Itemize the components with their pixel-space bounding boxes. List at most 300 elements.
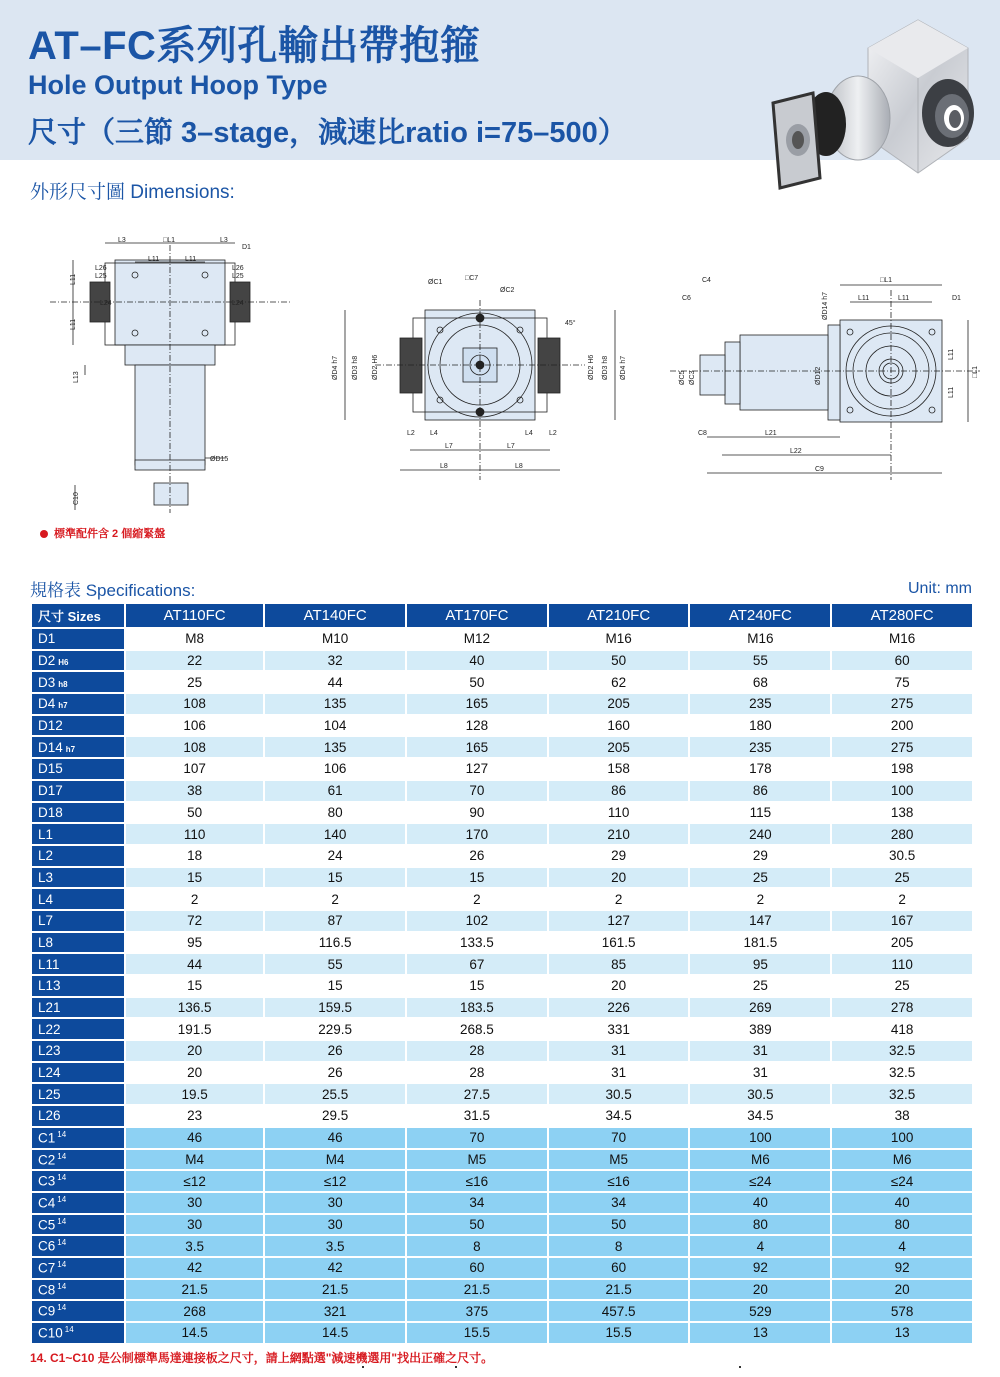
- svg-text:L4: L4: [525, 430, 533, 437]
- svg-text:L11: L11: [898, 295, 910, 302]
- table-cell: 60: [407, 1258, 547, 1278]
- table-cell: 147: [690, 911, 830, 931]
- table-cell: 2: [126, 889, 263, 909]
- table-cell: 205: [549, 737, 689, 757]
- table-cell: 235: [690, 694, 830, 714]
- row-label-text: D15: [38, 761, 63, 777]
- table-cell: 8: [407, 1236, 547, 1256]
- table-cell: 38: [126, 781, 263, 801]
- row-label: [32, 629, 124, 649]
- column-header-model: AT140FC: [265, 604, 405, 627]
- table-cell: 30: [126, 1215, 263, 1235]
- table-row: [32, 1193, 972, 1213]
- table-cell: 280: [832, 824, 972, 844]
- footnote: 14. C1~C10 是公制標準馬達連接板之尺寸，請上網點選"減速機選用"找出正確之尺寸。: [30, 1351, 494, 1365]
- table-cell: 578: [832, 1301, 972, 1321]
- table-cell: M16: [690, 629, 830, 649]
- table-cell: 25.5: [265, 1084, 405, 1104]
- table-cell: 30: [265, 1193, 405, 1213]
- table-cell: 13: [832, 1323, 972, 1343]
- row-label-text: C2: [38, 1152, 56, 1168]
- svg-text:L11: L11: [858, 295, 870, 302]
- table-cell: 32.5: [832, 1084, 972, 1104]
- table-cell: 15: [265, 868, 405, 888]
- row-label-text: L21: [38, 1000, 61, 1016]
- table-cell: 108: [126, 737, 263, 757]
- table-cell: 100: [690, 1128, 830, 1148]
- table-cell: 30.5: [690, 1084, 830, 1104]
- row-label: [32, 954, 124, 974]
- page-title: AT–FC系列孔輸出帶抱箍: [28, 24, 481, 68]
- svg-text:L11: L11: [948, 348, 955, 360]
- table-cell: 86: [549, 781, 689, 801]
- row-label-text: D14: [38, 739, 63, 755]
- row-label: [32, 889, 124, 909]
- table-cell: 2: [549, 889, 689, 909]
- table-cell: 158: [549, 759, 689, 779]
- row-label: [32, 976, 124, 996]
- table-row: [32, 651, 972, 671]
- row-label-text: L11: [38, 956, 60, 972]
- table-cell: 32.5: [832, 1063, 972, 1083]
- table-cell: 159.5: [265, 998, 405, 1018]
- table-cell: 61: [265, 781, 405, 801]
- table-cell: 70: [407, 1128, 547, 1148]
- svg-text:ØD3 h8: ØD3 h8: [352, 355, 359, 380]
- table-cell: 20: [690, 1280, 830, 1300]
- table-cell: 34: [407, 1193, 547, 1213]
- svg-text:L22: L22: [790, 448, 802, 455]
- table-cell: 165: [407, 737, 547, 757]
- table-cell: 90: [407, 803, 547, 823]
- table-cell: 30.5: [549, 1084, 689, 1104]
- table-cell: 15: [126, 976, 263, 996]
- svg-text:L24: L24: [232, 300, 244, 307]
- stray-mark: [455, 1366, 457, 1368]
- table-row: [32, 737, 972, 757]
- table-cell: 140: [265, 824, 405, 844]
- table-row: [32, 1019, 972, 1039]
- table-cell: 389: [690, 1019, 830, 1039]
- table-cell: 205: [832, 933, 972, 953]
- table-cell: 167: [832, 911, 972, 931]
- table-cell: 20: [126, 1063, 263, 1083]
- table-cell: M5: [549, 1150, 689, 1170]
- svg-text:L2: L2: [407, 430, 415, 437]
- svg-text:ØD15: ØD15: [210, 456, 229, 463]
- table-cell: 25: [690, 976, 830, 996]
- table-cell: 31: [690, 1041, 830, 1061]
- row-label: [32, 781, 124, 801]
- svg-text:L2: L2: [549, 430, 557, 437]
- row-label: [32, 672, 124, 692]
- column-header-model: AT110FC: [126, 604, 263, 627]
- table-cell: 15: [407, 976, 547, 996]
- table-cell: 275: [832, 694, 972, 714]
- table-cell: 40: [407, 651, 547, 671]
- table-cell: 87: [265, 911, 405, 931]
- table-cell: 2: [690, 889, 830, 909]
- row-label: [32, 1106, 124, 1126]
- table-cell: M12: [407, 629, 547, 649]
- svg-text:D1: D1: [242, 244, 251, 251]
- table-row: [32, 1106, 972, 1126]
- table-cell: 229.5: [265, 1019, 405, 1039]
- table-cell: 110: [549, 803, 689, 823]
- svg-text:ØC5: ØC5: [679, 370, 686, 385]
- table-cell: 160: [549, 716, 689, 736]
- svg-text:C6: C6: [682, 295, 691, 302]
- table-cell: 4: [832, 1236, 972, 1256]
- svg-text:L7: L7: [507, 443, 515, 450]
- row-label: [32, 1193, 124, 1213]
- table-cell: 14.5: [126, 1323, 263, 1343]
- row-label: [32, 1236, 124, 1256]
- row-label: [32, 803, 124, 823]
- table-row: [32, 954, 972, 974]
- table-cell: 13: [690, 1323, 830, 1343]
- svg-text:C4: C4: [702, 277, 711, 284]
- table-cell: ≤16: [407, 1171, 547, 1191]
- table-cell: 20: [832, 1280, 972, 1300]
- table-row: [32, 846, 972, 866]
- table-row: [32, 629, 972, 649]
- row-label: [32, 1084, 124, 1104]
- table-cell: 106: [126, 716, 263, 736]
- table-cell: 138: [832, 803, 972, 823]
- table-cell: 67: [407, 954, 547, 974]
- table-cell: M6: [690, 1150, 830, 1170]
- svg-text:L11: L11: [70, 273, 77, 285]
- table-cell: 115: [690, 803, 830, 823]
- top-view-drawing: [670, 270, 995, 485]
- row-label-text: L24: [38, 1065, 61, 1081]
- table-cell: 15: [126, 868, 263, 888]
- table-cell: 128: [407, 716, 547, 736]
- table-cell: 102: [407, 911, 547, 931]
- table-cell: 107: [126, 759, 263, 779]
- table-cell: 80: [832, 1215, 972, 1235]
- row-label-text: C6: [38, 1238, 56, 1254]
- table-cell: 28: [407, 1063, 547, 1083]
- table-row: [32, 1215, 972, 1235]
- svg-text:L7: L7: [445, 443, 453, 450]
- row-label: [32, 1171, 124, 1191]
- row-label-text: L4: [38, 891, 54, 907]
- table-cell: 165: [407, 694, 547, 714]
- unit-label: Unit: mm: [908, 580, 972, 597]
- row-label: [32, 1323, 124, 1343]
- footnote-ref: 14: [57, 1216, 67, 1226]
- column-header-model: AT240FC: [690, 604, 830, 627]
- svg-text:ØC3: ØC3: [689, 370, 696, 385]
- svg-text:L26: L26: [232, 265, 244, 272]
- row-label: [32, 1041, 124, 1061]
- table-row: [32, 1323, 972, 1343]
- note-text: 標準配件含 2 個縮緊盤: [54, 528, 166, 540]
- table-cell: 40: [690, 1193, 830, 1213]
- specifications-title: 規格表 Specifications:: [30, 581, 196, 600]
- table-row: [32, 716, 972, 736]
- row-label-text: C8: [38, 1282, 56, 1298]
- table-cell: 106: [265, 759, 405, 779]
- table-cell: 135: [265, 694, 405, 714]
- table-cell: 26: [407, 846, 547, 866]
- table-cell: 70: [407, 781, 547, 801]
- row-label-text: D12: [38, 718, 63, 734]
- table-cell: 24: [265, 846, 405, 866]
- table-row: [32, 1041, 972, 1061]
- row-label: [32, 1280, 124, 1300]
- footnote-ref: 14: [64, 1325, 74, 1335]
- table-cell: 191.5: [126, 1019, 263, 1039]
- table-cell: 62: [549, 672, 689, 692]
- table-cell: 15.5: [407, 1323, 547, 1343]
- table-cell: M4: [126, 1150, 263, 1170]
- row-label-text: C4: [38, 1195, 56, 1211]
- svg-text:□L1: □L1: [972, 365, 979, 378]
- table-row: [32, 1236, 972, 1256]
- svg-text:L13: L13: [73, 371, 80, 383]
- page-subtitle-en: Hole Output Hoop Type: [28, 70, 328, 100]
- table-cell: 42: [126, 1258, 263, 1278]
- svg-text:L21: L21: [765, 430, 777, 437]
- table-cell: 108: [126, 694, 263, 714]
- table-cell: 104: [265, 716, 405, 736]
- table-cell: 40: [832, 1193, 972, 1213]
- table-cell: 268.5: [407, 1019, 547, 1039]
- svg-text:C8: C8: [698, 430, 707, 437]
- table-row: [32, 1258, 972, 1278]
- svg-text:C10: C10: [73, 492, 80, 505]
- table-cell: 32.5: [832, 1041, 972, 1061]
- table-cell: 3.5: [265, 1236, 405, 1256]
- table-row: [32, 672, 972, 692]
- table-cell: M10: [265, 629, 405, 649]
- row-label-text: C9: [38, 1303, 56, 1319]
- row-label-text: C3: [38, 1173, 56, 1189]
- table-row: [32, 1171, 972, 1191]
- table-cell: 110: [126, 824, 263, 844]
- table-cell: 2: [265, 889, 405, 909]
- svg-text:L25: L25: [232, 273, 244, 280]
- row-label: [32, 1150, 124, 1170]
- row-label: [32, 868, 124, 888]
- row-label-text: D17: [38, 783, 63, 799]
- row-label: [32, 911, 124, 931]
- svg-text:45°: 45°: [565, 320, 576, 327]
- table-cell: M4: [265, 1150, 405, 1170]
- table-cell: 26: [265, 1063, 405, 1083]
- row-label: [32, 694, 124, 714]
- row-label-text: D18: [38, 804, 63, 820]
- table-row: [32, 1301, 972, 1321]
- table-cell: 321: [265, 1301, 405, 1321]
- table-cell: 23: [126, 1106, 263, 1126]
- table-cell: 375: [407, 1301, 547, 1321]
- svg-text:L11: L11: [148, 256, 160, 263]
- table-row: [32, 998, 972, 1018]
- table-row: [32, 933, 972, 953]
- table-cell: 269: [690, 998, 830, 1018]
- table-cell: 50: [126, 803, 263, 823]
- svg-text:L4: L4: [430, 430, 438, 437]
- table-cell: 31: [549, 1063, 689, 1083]
- svg-text:L11: L11: [185, 256, 197, 263]
- table-cell: 92: [832, 1258, 972, 1278]
- table-cell: 25: [832, 976, 972, 996]
- svg-text:□L1: □L1: [163, 237, 176, 244]
- table-cell: 116.5: [265, 933, 405, 953]
- table-cell: 15.5: [549, 1323, 689, 1343]
- svg-text:L3: L3: [220, 237, 228, 244]
- table-cell: M6: [832, 1150, 972, 1170]
- column-header-model: AT210FC: [549, 604, 689, 627]
- tolerance-class: h7: [58, 701, 68, 711]
- table-cell: 3.5: [126, 1236, 263, 1256]
- svg-text:ØC1: ØC1: [428, 279, 443, 286]
- table-cell: 26: [265, 1041, 405, 1061]
- row-label: [32, 1063, 124, 1083]
- table-cell: 235: [690, 737, 830, 757]
- footnote-ref: 14: [57, 1151, 67, 1161]
- standard-accessory-note: [40, 525, 165, 541]
- table-cell: 34.5: [549, 1106, 689, 1126]
- row-label-text: L1: [38, 826, 54, 842]
- row-label-text: C7: [38, 1260, 56, 1276]
- row-label: [32, 1215, 124, 1235]
- table-cell: 22: [126, 651, 263, 671]
- table-cell: 34.5: [690, 1106, 830, 1126]
- table-cell: M5: [407, 1150, 547, 1170]
- table-cell: 15: [265, 976, 405, 996]
- row-label-text: L8: [38, 934, 54, 950]
- specifications-table: [30, 602, 974, 1345]
- tolerance-class: h7: [65, 744, 76, 754]
- table-header-row: [32, 604, 972, 627]
- tolerance-class: H6: [58, 658, 69, 668]
- svg-text:ØD2 H6: ØD2 H6: [588, 354, 595, 380]
- row-label-text: L2: [38, 848, 54, 864]
- table-cell: 85: [549, 954, 689, 974]
- table-cell: ≤12: [126, 1171, 263, 1191]
- table-row: [32, 1128, 972, 1148]
- table-row: [32, 911, 972, 931]
- table-cell: ≤24: [832, 1171, 972, 1191]
- svg-text:ØD14 h7: ØD14 h7: [822, 291, 829, 320]
- table-cell: 46: [265, 1128, 405, 1148]
- table-cell: M16: [832, 629, 972, 649]
- gearbox-photo: [768, 8, 996, 193]
- svg-text:□C7: □C7: [465, 275, 479, 282]
- table-cell: 31: [549, 1041, 689, 1061]
- table-cell: 170: [407, 824, 547, 844]
- table-cell: 161.5: [549, 933, 689, 953]
- table-cell: 2: [407, 889, 547, 909]
- footnote-ref: 14: [57, 1281, 67, 1291]
- table-row: [32, 889, 972, 909]
- table-cell: 50: [407, 672, 547, 692]
- row-label-text: L26: [38, 1108, 61, 1124]
- table-cell: 42: [265, 1258, 405, 1278]
- table-cell: 180: [690, 716, 830, 736]
- table-cell: 30: [126, 1193, 263, 1213]
- table-cell: 44: [265, 672, 405, 692]
- svg-text:L24: L24: [100, 300, 112, 307]
- table-cell: 60: [549, 1258, 689, 1278]
- footnote-ref: 14: [57, 1194, 67, 1204]
- table-cell: 29: [690, 846, 830, 866]
- table-cell: 29: [549, 846, 689, 866]
- svg-text:L8: L8: [515, 463, 523, 470]
- table-row: [32, 803, 972, 823]
- table-cell: 268: [126, 1301, 263, 1321]
- svg-text:ØD4 h7: ØD4 h7: [332, 355, 339, 380]
- table-cell: 31: [690, 1063, 830, 1083]
- table-cell: 331: [549, 1019, 689, 1039]
- table-cell: 183.5: [407, 998, 547, 1018]
- table-cell: M16: [549, 629, 689, 649]
- row-label-text: L25: [38, 1086, 61, 1102]
- table-cell: 457.5: [549, 1301, 689, 1321]
- table-cell: 55: [265, 954, 405, 974]
- table-cell: ≤12: [265, 1171, 405, 1191]
- table-cell: 100: [832, 781, 972, 801]
- table-cell: 95: [126, 933, 263, 953]
- table-cell: 14.5: [265, 1323, 405, 1343]
- column-header-model: AT170FC: [407, 604, 547, 627]
- svg-text:□L1: □L1: [880, 277, 893, 284]
- table-cell: 30.5: [832, 846, 972, 866]
- table-cell: 70: [549, 1128, 689, 1148]
- table-cell: 127: [549, 911, 689, 931]
- row-label-text: C10: [38, 1325, 63, 1341]
- table-cell: 2: [832, 889, 972, 909]
- table-cell: 30: [265, 1215, 405, 1235]
- table-cell: 50: [407, 1215, 547, 1235]
- svg-text:L26: L26: [95, 265, 107, 272]
- tolerance-class: h8: [58, 679, 68, 689]
- row-label-text: C1: [38, 1130, 56, 1146]
- table-cell: 205: [549, 694, 689, 714]
- table-cell: 181.5: [690, 933, 830, 953]
- table-cell: 100: [832, 1128, 972, 1148]
- svg-text:ØD2 H6: ØD2 H6: [372, 354, 379, 380]
- row-label-text: L13: [38, 978, 61, 994]
- table-cell: 21.5: [126, 1280, 263, 1300]
- svg-text:D1: D1: [952, 295, 961, 302]
- table-cell: 4: [690, 1236, 830, 1256]
- table-row: [32, 694, 972, 714]
- table-row: [32, 1084, 972, 1104]
- table-cell: 50: [549, 651, 689, 671]
- table-cell: 418: [832, 1019, 972, 1039]
- stray-mark: [362, 1366, 364, 1368]
- table-cell: M8: [126, 629, 263, 649]
- table-cell: 25: [832, 868, 972, 888]
- row-label: [32, 759, 124, 779]
- table-cell: 8: [549, 1236, 689, 1256]
- svg-text:L11: L11: [948, 386, 955, 398]
- table-cell: 529: [690, 1301, 830, 1321]
- table-cell: 240: [690, 824, 830, 844]
- row-label-text: D2: [38, 653, 56, 669]
- table-cell: 19.5: [126, 1084, 263, 1104]
- row-label-text: D1: [38, 631, 56, 647]
- table-cell: 44: [126, 954, 263, 974]
- table-cell: 60: [832, 651, 972, 671]
- column-header-model: AT280FC: [832, 604, 972, 627]
